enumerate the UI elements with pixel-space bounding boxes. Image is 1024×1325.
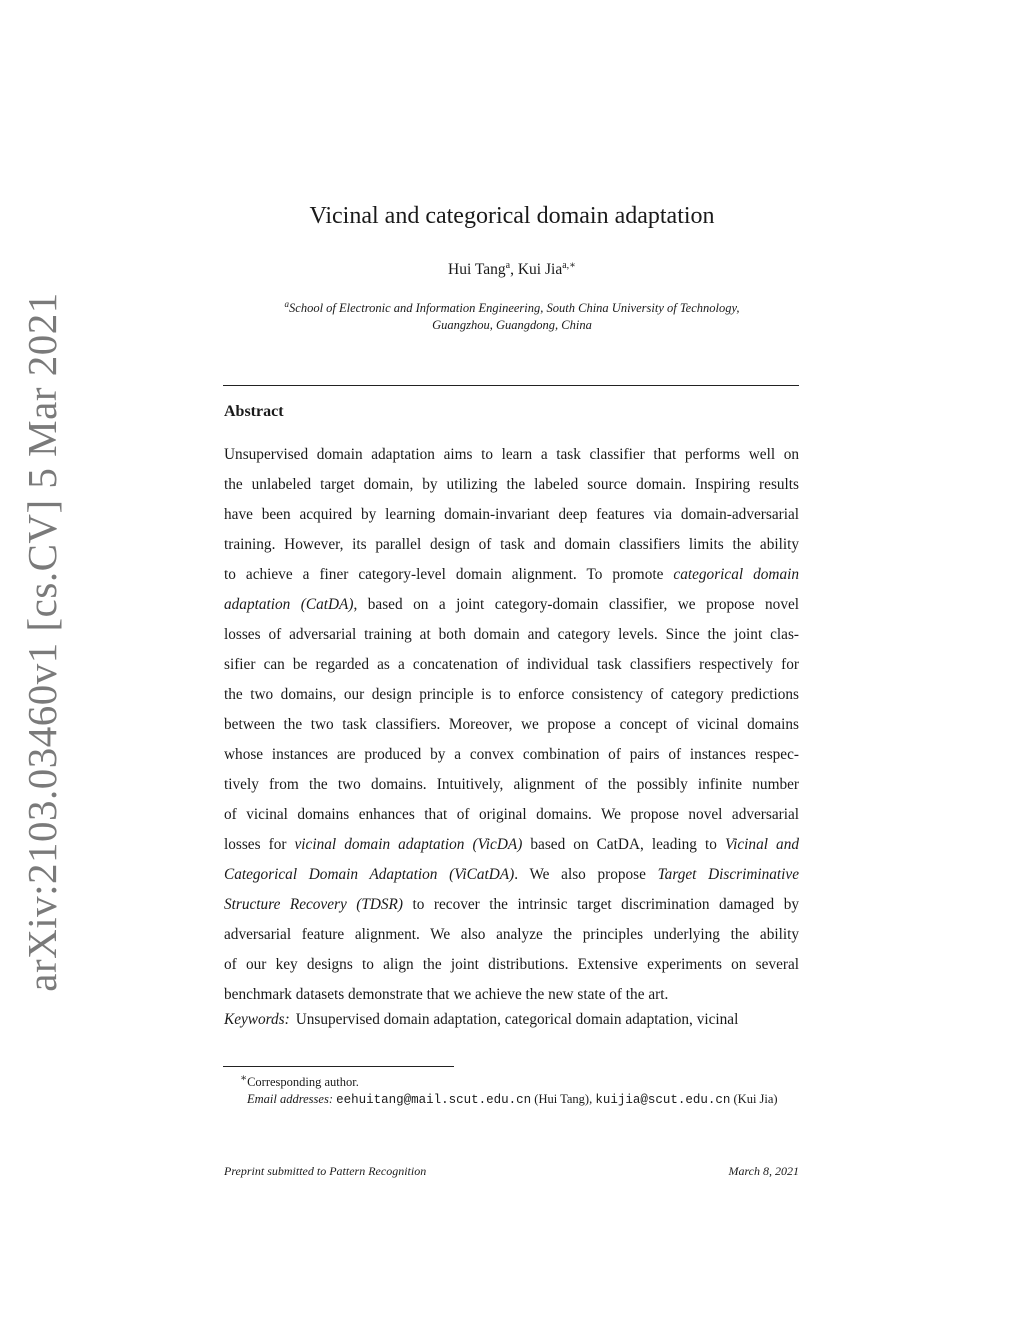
abstract-text: . We also propose xyxy=(514,866,658,883)
abstract-text: training. However, its parallel design of task and domain classifiers limits the ability xyxy=(224,536,799,553)
abstract-text: Unsupervised domain adaptation aims to learn a task classifier that performs well on xyxy=(224,446,799,463)
footer-date: March 8, 2021 xyxy=(728,1164,799,1178)
keywords-text: Unsupervised domain adaptation, categorical domain adaptation, vicinal xyxy=(295,1011,739,1028)
abstract-line xyxy=(224,560,799,590)
email-label: Email addresses: xyxy=(247,1092,333,1107)
abstract-text: tively from the two domains. Intuitively, alignment of the possibly infinite number xyxy=(224,776,799,793)
email-owner-kui-jia: (Kui Jia) xyxy=(730,1092,778,1107)
abstract-body xyxy=(224,440,799,1010)
abstract-line xyxy=(224,710,799,740)
footnote-rule xyxy=(223,1066,454,1067)
abstract-text: losses for xyxy=(224,836,295,853)
affiliation xyxy=(0,296,1024,334)
abstract-line xyxy=(224,620,799,650)
abstract-text: benchmark datasets demonstrate that we achieve the new state of the art. xyxy=(224,986,669,1003)
author-affiliation-mark: a,∗ xyxy=(562,260,576,271)
abstract-emphasis: Categorical Domain Adaptation (ViCatDA) xyxy=(224,866,515,883)
footer-submission-note: Preprint submitted to Pattern Recognition xyxy=(224,1164,427,1178)
author-affiliation-mark: a xyxy=(505,260,511,271)
abstract-line xyxy=(224,680,799,710)
abstract-line xyxy=(224,860,799,890)
page-footer xyxy=(224,1164,799,1179)
abstract-line xyxy=(224,740,799,770)
abstract-text: losses of adversarial training at both domain and category levels. Since the joint clas- xyxy=(224,626,799,643)
abstract-text: of our key designs to align the joint distributions. Extensive experiments on several xyxy=(224,956,799,973)
abstract-line xyxy=(224,440,799,470)
abstract-text: , based on a joint category-domain classifier, we propose novel xyxy=(353,596,800,613)
email-link-hui-tang[interactable]: eehuitang@mail.scut.edu.cn xyxy=(336,1093,532,1108)
abstract-line xyxy=(224,770,799,800)
abstract-text: adversarial feature alignment. We also analyze the principles underlying the ability xyxy=(224,926,799,943)
author-name: Hui Tang xyxy=(448,261,506,279)
abstract-emphasis: Target Discriminative xyxy=(657,866,799,883)
abstract-text: the unlabeled target domain, by utilizing the labeled source domain. Inspiring results xyxy=(224,476,799,493)
abstract-line xyxy=(224,950,799,980)
abstract-line xyxy=(224,530,799,560)
abstract-text: have been acquired by learning domain-invariant deep features via domain-adversarial xyxy=(224,506,799,523)
abstract-line xyxy=(224,650,799,680)
abstract-text: between the two task classifiers. Moreover, we propose a concept of vicinal domains xyxy=(224,716,799,733)
footnote xyxy=(224,1070,799,1109)
abstract-text: to achieve a finer category-level domain alignment. To promote xyxy=(224,566,674,583)
abstract-line xyxy=(224,890,799,920)
keywords-label: Keywords: xyxy=(224,1011,290,1028)
abstract-emphasis: categorical domain xyxy=(673,566,799,583)
abstract-text: sifier can be regarded as a concatenation of individual task classifiers respectively for xyxy=(224,656,799,673)
abstract-line xyxy=(224,920,799,950)
affiliation-line-2: Guangzhou, Guangdong, China xyxy=(432,318,592,333)
abstract-emphasis: Vicinal and xyxy=(724,836,799,853)
abstract-text: whose instances are produced by a convex combination of pairs of instances respec- xyxy=(224,746,799,763)
abstract-text: of vicinal domains enhances that of original domains. We propose novel adversarial xyxy=(224,806,799,823)
affiliation-mark: a xyxy=(284,299,290,309)
abstract-heading: Abstract xyxy=(224,403,284,420)
abstract-line xyxy=(224,590,799,620)
abstract-text: to recover the intrinsic target discrimination damaged by xyxy=(403,896,800,913)
abstract-line xyxy=(224,500,799,530)
author-name: Kui Jia xyxy=(517,261,563,279)
author-list xyxy=(0,260,1024,279)
abstract-text: based on CatDA, leading to xyxy=(522,836,725,853)
abstract-line xyxy=(224,980,799,1010)
abstract-line xyxy=(224,470,799,500)
author-separator: , xyxy=(510,261,518,279)
abstract-emphasis: adaptation (CatDA) xyxy=(224,596,354,613)
abstract-text: the two domains, our design principle is to enforce consistency of category predictions xyxy=(224,686,799,703)
keywords xyxy=(224,1011,799,1029)
abstract-emphasis: vicinal domain adaptation (VicDA) xyxy=(294,836,523,853)
arxiv-identifier-stamp[interactable]: arXiv:2103.03460v1 [cs.CV] 5 Mar 2021 xyxy=(19,292,65,992)
abstract-emphasis: Structure Recovery (TDSR) xyxy=(224,896,403,913)
corresponding-author-note: Corresponding author. xyxy=(247,1075,359,1090)
header-rule xyxy=(223,385,799,386)
affiliation-line-1: School of Electronic and Information Engineering, South China University of Technology, xyxy=(289,301,740,316)
email-owner-hui-tang: (Hui Tang), xyxy=(531,1092,596,1107)
email-link-kui-jia[interactable]: kuijia@scut.edu.cn xyxy=(595,1093,731,1108)
corresponding-mark: ∗ xyxy=(240,1073,248,1084)
paper-title: Vicinal and categorical domain adaptation xyxy=(309,203,715,229)
abstract-line xyxy=(224,830,799,860)
abstract-line xyxy=(224,800,799,830)
